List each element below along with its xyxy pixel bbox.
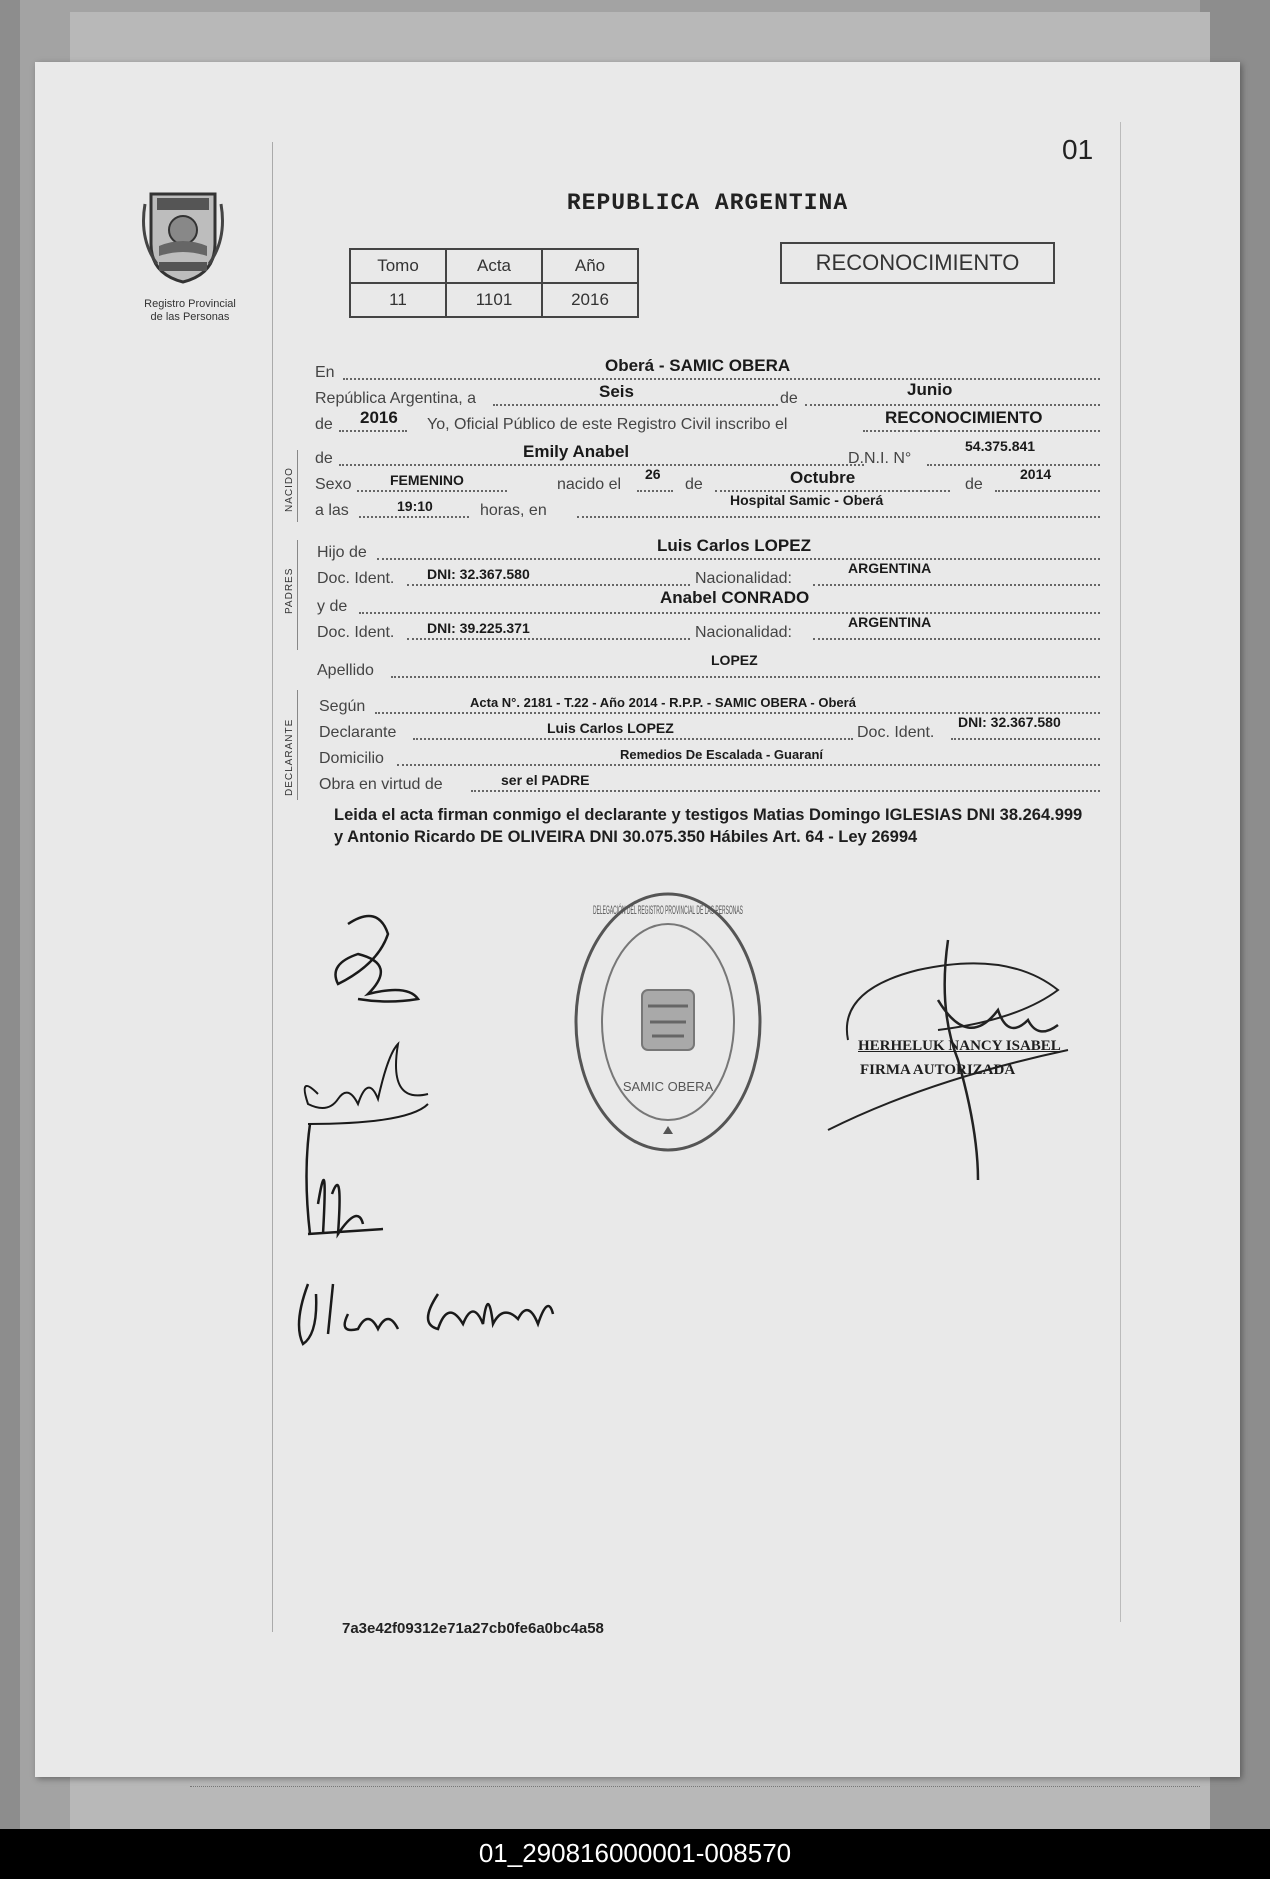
value-lugar: Oberá - SAMIC OBERA bbox=[605, 356, 791, 375]
dots bbox=[377, 558, 1100, 560]
value-domicilio: Remedios De Escalada - Guaraní bbox=[620, 747, 824, 762]
row-sexo bbox=[315, 466, 1100, 494]
label-doc3: Doc. Ident. bbox=[857, 724, 935, 741]
dots bbox=[805, 404, 1100, 406]
label-domicilio: Domicilio bbox=[319, 750, 384, 767]
dots bbox=[397, 764, 1100, 766]
row-domicilio bbox=[315, 744, 1100, 768]
value-declarante: Luis Carlos LOPEZ bbox=[547, 720, 674, 736]
dots bbox=[493, 404, 778, 406]
registry-header-tomo: Tomo bbox=[350, 249, 446, 283]
authority-signature-icon bbox=[828, 930, 1088, 1190]
label-nac1: Nacionalidad: bbox=[695, 570, 792, 587]
logo-caption bbox=[120, 298, 260, 324]
label-nacido: nacido el bbox=[557, 476, 622, 493]
label-doc1: Doc. Ident. bbox=[317, 570, 395, 587]
padres-divider bbox=[297, 540, 298, 650]
side-label-declarante: DECLARANTE bbox=[284, 718, 295, 796]
registry-header-anio: Año bbox=[542, 249, 638, 283]
label-inscribo: Yo, Oficial Público de este Registro Civil inscribo el bbox=[427, 416, 788, 433]
dots bbox=[391, 676, 1100, 678]
label-sexo: Sexo bbox=[315, 476, 352, 493]
value-hora: 19:10 bbox=[397, 498, 433, 514]
value-anio-nac: 2014 bbox=[1020, 466, 1052, 482]
row-hijo bbox=[315, 538, 1100, 562]
label-apellido: Apellido bbox=[317, 662, 374, 679]
row-inscribo bbox=[315, 410, 1100, 434]
row-declarante bbox=[315, 714, 1100, 742]
value-mes-nac: Octubre bbox=[790, 468, 856, 487]
nacido-divider bbox=[297, 450, 298, 522]
row-hora bbox=[315, 492, 1100, 520]
authority-role: FIRMA AUTORIZADA bbox=[860, 1062, 1016, 1078]
label-dni: D.N.I. N° bbox=[848, 450, 912, 467]
label-horas: horas, en bbox=[480, 502, 547, 519]
dots bbox=[407, 638, 690, 640]
registry-value-anio: 2016 bbox=[542, 283, 638, 317]
registry-value-acta: 1101 bbox=[446, 283, 542, 317]
dots bbox=[357, 490, 507, 492]
registry-value-tomo: 11 bbox=[350, 283, 446, 317]
value-anio: 2016 bbox=[360, 408, 398, 427]
dots bbox=[407, 584, 690, 586]
dots bbox=[637, 490, 673, 492]
value-padre: Luis Carlos LOPEZ bbox=[657, 536, 811, 555]
value-tipo: RECONOCIMIENTO bbox=[885, 408, 1043, 427]
label-nac2: Nacionalidad: bbox=[695, 624, 792, 641]
side-label-nacido: NACIDO bbox=[284, 467, 295, 512]
value-lugar-nac: Hospital Samic - Oberá bbox=[730, 492, 884, 508]
row-obra bbox=[315, 770, 1100, 794]
value-padre-nac: ARGENTINA bbox=[848, 560, 932, 576]
footer-id-bar: 01_290816000001-008570 bbox=[0, 1829, 1270, 1879]
row-doc-padre bbox=[315, 560, 1100, 588]
value-dia: Seis bbox=[599, 382, 634, 401]
page-number: 01 bbox=[1062, 134, 1094, 165]
value-madre-nac: ARGENTINA bbox=[848, 614, 932, 630]
document-hash: 7a3e42f09312e71a27cb0fe6a0bc4a58 bbox=[342, 1620, 604, 1637]
row-segun bbox=[315, 692, 1100, 716]
label-republica: República Argentina, a bbox=[315, 390, 476, 407]
dots bbox=[995, 490, 1100, 492]
value-segun: Acta N°. 2181 - T.22 - Año 2014 - R.P.P. - SAMIC OBERA - Oberá bbox=[470, 695, 856, 710]
value-dia-nac: 26 bbox=[645, 466, 661, 482]
left-margin-line bbox=[272, 142, 273, 1632]
value-declarante-dni: DNI: 32.367.580 bbox=[958, 714, 1061, 730]
dots bbox=[359, 612, 1100, 614]
value-nombre: Emily Anabel bbox=[523, 442, 630, 461]
label-y-de: y de bbox=[317, 598, 348, 615]
value-dni: 54.375.841 bbox=[965, 438, 1036, 454]
witness-signatures-icon bbox=[288, 904, 668, 1384]
logo-caption-line-2: de las Personas bbox=[150, 311, 230, 323]
dots bbox=[927, 464, 1100, 466]
value-obra: ser el PADRE bbox=[501, 772, 590, 788]
registry-table bbox=[349, 248, 639, 318]
label-de-nombre: de bbox=[315, 450, 333, 467]
label-de-mes: de bbox=[685, 476, 703, 493]
row-y-de bbox=[315, 588, 1100, 616]
value-padre-dni: DNI: 32.367.580 bbox=[427, 566, 530, 582]
registry-header-acta: Acta bbox=[446, 249, 542, 283]
logo-caption-line-1: Registro Provincial bbox=[144, 298, 236, 310]
value-apellido: LOPEZ bbox=[711, 652, 758, 668]
label-de2: de bbox=[315, 416, 333, 433]
dots bbox=[813, 638, 1100, 640]
label-doc2: Doc. Ident. bbox=[317, 624, 395, 641]
dots bbox=[339, 464, 864, 466]
document-title: REPUBLICA ARGENTINA bbox=[566, 190, 849, 216]
dots bbox=[343, 378, 1100, 380]
row-en bbox=[315, 358, 1100, 382]
label-a-las: a las bbox=[315, 502, 349, 519]
dots bbox=[471, 790, 1100, 792]
label-obra: Obra en virtud de bbox=[319, 776, 443, 793]
dots bbox=[813, 584, 1100, 586]
value-mes: Junio bbox=[907, 380, 953, 399]
act-type-box: RECONOCIMIENTO bbox=[780, 242, 1055, 284]
value-madre: Anabel CONRADO bbox=[660, 588, 810, 607]
dots bbox=[413, 738, 853, 740]
label-de-anio: de bbox=[965, 476, 983, 493]
seal-inner-text: SAMIC OBERA bbox=[622, 1079, 714, 1094]
dots bbox=[339, 430, 407, 432]
value-madre-dni: DNI: 39.225.371 bbox=[427, 620, 530, 636]
row-republica bbox=[315, 380, 1100, 408]
side-label-padres: PADRES bbox=[284, 567, 295, 614]
row-apellido bbox=[315, 652, 1100, 680]
row-nombre bbox=[315, 438, 1100, 468]
right-margin-line bbox=[1120, 122, 1121, 1622]
label-en: En bbox=[315, 364, 335, 381]
row-doc-madre bbox=[315, 614, 1100, 642]
dots bbox=[359, 516, 469, 518]
label-segun: Según bbox=[319, 698, 366, 715]
dots bbox=[577, 516, 1100, 518]
label-de: de bbox=[780, 390, 798, 407]
value-sexo: FEMENINO bbox=[390, 472, 464, 488]
authority-name: HERHELUK NANCY ISABEL bbox=[858, 1038, 1061, 1054]
dots bbox=[863, 430, 1100, 432]
label-hijo: Hijo de bbox=[317, 544, 367, 561]
closing-statement: Leida el acta firman conmigo el declarante y testigos Matias Domingo IGLESIAS DNI 38.264.999 y Antonio Ricardo DE OLIVEIRA DNI 30.075.350 Hábiles Art. 64 - Ley 26994 bbox=[334, 806, 1083, 846]
label-declarante: Declarante bbox=[319, 724, 397, 741]
dots bbox=[951, 738, 1100, 740]
declarante-divider bbox=[297, 690, 298, 800]
